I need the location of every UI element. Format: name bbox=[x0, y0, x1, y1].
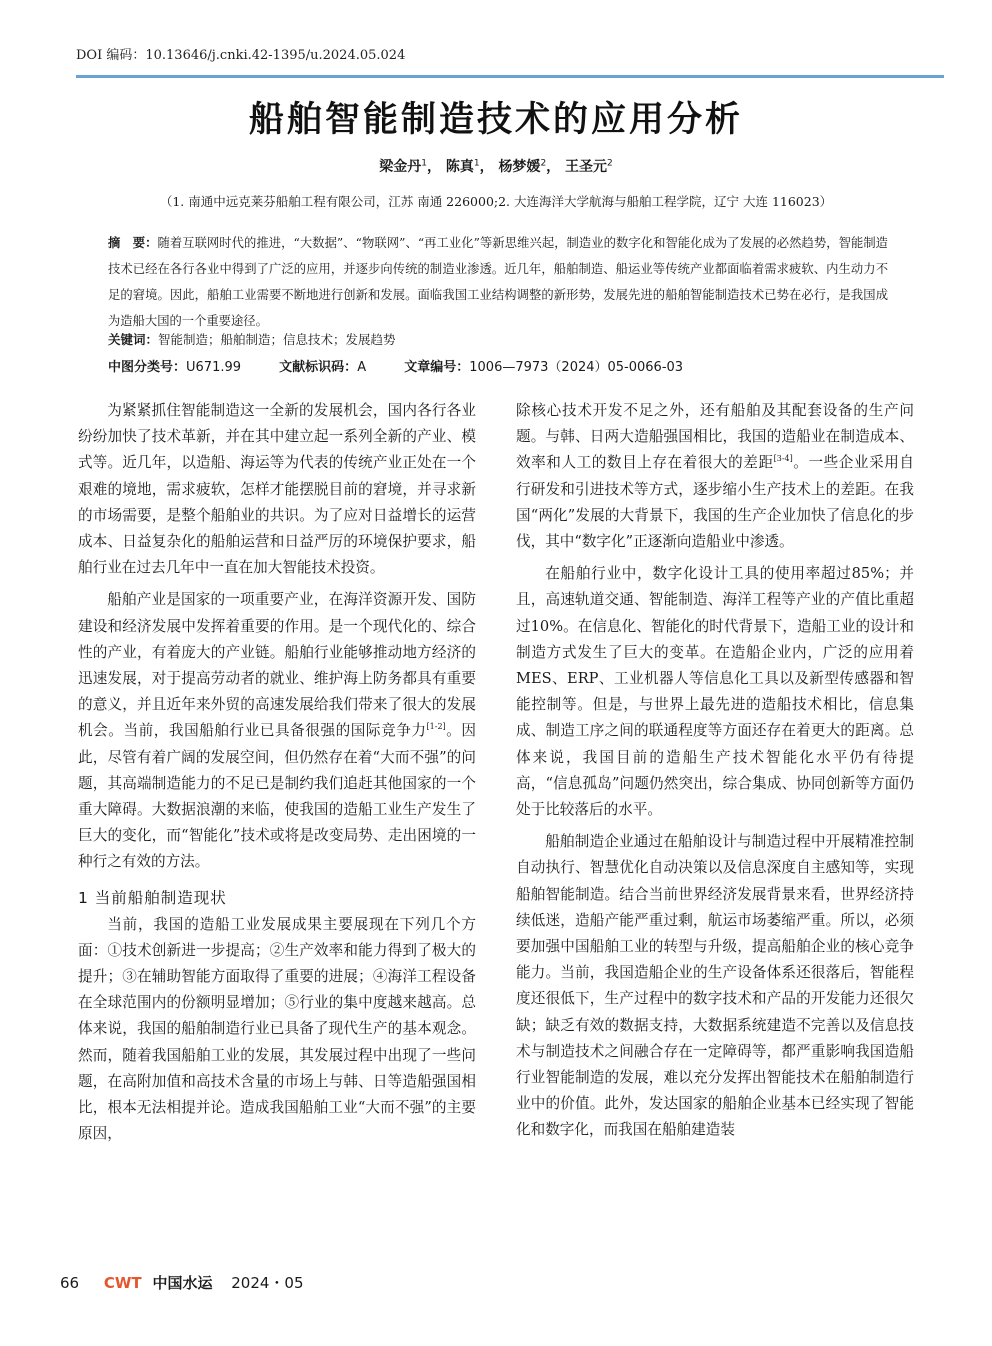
classification-line bbox=[108, 356, 683, 375]
section-heading: 1 当前船舶制造现状 bbox=[78, 888, 227, 907]
article-no-label: 文章编号： bbox=[404, 360, 470, 375]
clc-label: 中图分类号： bbox=[108, 360, 187, 375]
keywords bbox=[108, 330, 396, 348]
affiliation: （1. 南通中远克莱芬船舶工程有限公司，江苏 南通 226000;2. 大连海洋大学航海与船舶工程学院，辽宁 大连 116023） bbox=[159, 194, 833, 209]
body-paragraph: 除核心技术开发不足之外，还有船舶及其配套设备的生产问题。与韩、日两大造船强国相比，我国的造船业在制造成本、效率和人工的数目上存在着很大的差距[3-4]。一些企业采用自行研发和引进技术等方式，逐步缩小生产技术上的差距。在我国“两化”发展的大背景下，我国的生产企业加快了信息化的步伐，其中“数字化”正逐渐向造船业中渗透。 bbox=[516, 402, 914, 551]
body-paragraph: 船舶产业是国家的一项重要产业，在海洋资源开发、国防建设和经济发展中发挥着重要的作用。是一个现代化的、综合性的产业，有着庞大的产业链。船舶行业能够推动地方经济的迅速发展，对于提高劳动者的就业、维护海上防务都具有重要的意义，并且近年来外贸的高速发展给我们带来了很大的发展机会。当前，我国船舶行业已具备很强的国际竞争力[1-2]。因此，尽管有着广阔的发展空间，但仍然存在着“大而不强”的问题，其高端制造能力的不足已是制约我们追赶其他国家的一个重大障碍。大数据浪潮的来临，使我国的造船工业生产发生了巨大的变化，而“智能化”技术或将是改变局势、走出困境的一种行之有效的方法。 bbox=[78, 591, 476, 871]
doi-line: DOI 编码：10.13646/j.cnki.42-1395/u.2024.05.024 bbox=[76, 48, 406, 63]
left-column bbox=[78, 398, 476, 1153]
article-title: 船舶智能制造技术的应用分析 bbox=[248, 100, 743, 140]
author-affil-mark: 2 bbox=[540, 158, 547, 169]
journal-name: 中国水运 bbox=[152, 1274, 213, 1292]
body-paragraph: 为紧紧抓住智能制造这一全新的发展机会，国内各行各业纷纷加快了技术革新，并在其中建立起一系列全新的产业、模式等。近几年，以造船、海运等为代表的传统产业正处在一个艰难的境地，需求疲软，怎样才能摆脱目前的窘境，并寻求新的市场需要，是整个船舶业的共识。为了应对日益增长的运营成本、日益复杂化的船舶运营和日益严厉的环境保护要求，船舶行业在过去几年中一直在加大智能技术投资。 bbox=[78, 402, 476, 577]
right-column bbox=[516, 398, 914, 1150]
clc-value: U671.99 bbox=[186, 360, 242, 375]
author-list: 梁金丹$^1$， 陈真$^1$， 杨梦媛$^2$， 王圣元$^2$ bbox=[379, 158, 613, 175]
page-footer bbox=[60, 1272, 304, 1293]
doc-code-label: 文献标识码： bbox=[279, 360, 358, 375]
doc-code-value: A bbox=[357, 360, 367, 375]
journal-issue: 2024・05 bbox=[231, 1274, 304, 1292]
abstract-text: 随着互联网时代的推进，“大数据”、“物联网”、“再工业化”等新思维兴起，制造业的数字化和智能化成为了发展的必然趋势，智能制造技术已经在各行各业中得到了广泛的应用，并逐步向传统的制造业渗透。近几年，船舶制造、船运业等传统产业都面临着需求疲软、内生动力不足的窘境。因此，船舶工业需要不断地进行创新和发展。面临我国工业结构调整的新形势，发展先进的船舶智能制造技术已势在必行，是我国成为造船大国的一个重要途径。 bbox=[108, 236, 888, 328]
citation-ref: [3-4] bbox=[773, 454, 793, 464]
citation-ref: [1-2] bbox=[426, 722, 446, 732]
keywords-label: 关键词： bbox=[108, 332, 159, 347]
journal-logo: CWT bbox=[103, 1274, 142, 1292]
header-rule bbox=[76, 75, 944, 78]
author-name: 陈真 bbox=[445, 159, 474, 175]
page-number: 66 bbox=[60, 1274, 80, 1292]
keywords-text: 智能制造；船舶制造；信息技术；发展趋势 bbox=[158, 332, 396, 347]
author-name: 杨梦媛 bbox=[498, 159, 541, 175]
article-no-value: 1006—7973（2024）05-0066-03 bbox=[469, 360, 684, 375]
author-name: 梁金丹 bbox=[379, 159, 422, 175]
body-paragraph: 船舶制造企业通过在船舶设计与制造过程中开展精准控制自动执行、智慧优化自动决策以及信息深度自主感知等，实现船舶智能制造。结合当前世界经济发展背景来看，世界经济持续低迷，造船产能严重过剩，航运市场萎缩严重。所以，必须要加强中国船舶工业的转型与升级，提高船舶企业的核心竞争能力。当前，我国造船企业的生产设备体系还很落后，智能程度还很低下，生产过程中的数字技术和产品的开发能力还很欠缺；缺乏有效的数据支持，大数据系统建造不完善以及信息技术与制造技术之间融合存在一定障碍等，都严重影响我国造船行业智能制造的发展，难以充分发挥出智能技术在船舶制造行业中的价值。此外，发达国家的船舶企业基本已经实现了智能化和数字化，而我国在船舶建造装 bbox=[516, 833, 914, 1139]
body-paragraph: 当前，我国的造船工业发展成果主要展现在下列几个方面：①技术创新进一步提高；②生产效率和能力得到了极大的提升；③在辅助智能方面取得了重要的进展；④海洋工程设备在全球范围内的份额明显增加；⑤行业的集中度越来越高。总体来说，我国的船舶制造行业已具备了现代生产的基本观念。然而，随着我国船舶工业的发展，其发展过程中出现了一些问题，在高附加值和高技术含量的市场上与韩、日等造船强国相比，根本无法相提并论。造成我国船舶工业“大而不强”的主要原因， bbox=[78, 915, 476, 1143]
author-affil-mark: 1 bbox=[421, 158, 427, 169]
abstract-label: 摘 要： bbox=[108, 236, 158, 250]
author-name: 王圣元 bbox=[565, 159, 608, 175]
author-affil-mark: 1 bbox=[473, 158, 480, 169]
abstract bbox=[108, 230, 888, 334]
body-paragraph: 在船舶行业中，数字化设计工具的使用率超过85%；并且，高速轨道交通、智能制造、海洋工程等产业的产值比重超过10%。在信息化、智能化的时代背景下，造船工业的设计和制造方式发生了巨大的变革。在造船企业内，广泛的应用着MES、ERP、工业机器人等信息化工具以及新型传感器和智能控制等。但是，与世界上最先进的造船技术相比，信息集成、制造工序之间的联通程度等方面还存在着更大的距离。总体来说，我国目前的造船生产技术智能化水平仍有待提高，“信息孤岛”问题仍然突出，综合集成、协同创新等方面仍处于比较落后的水平。 bbox=[516, 565, 914, 819]
author-affil-mark: 2 bbox=[607, 158, 613, 169]
